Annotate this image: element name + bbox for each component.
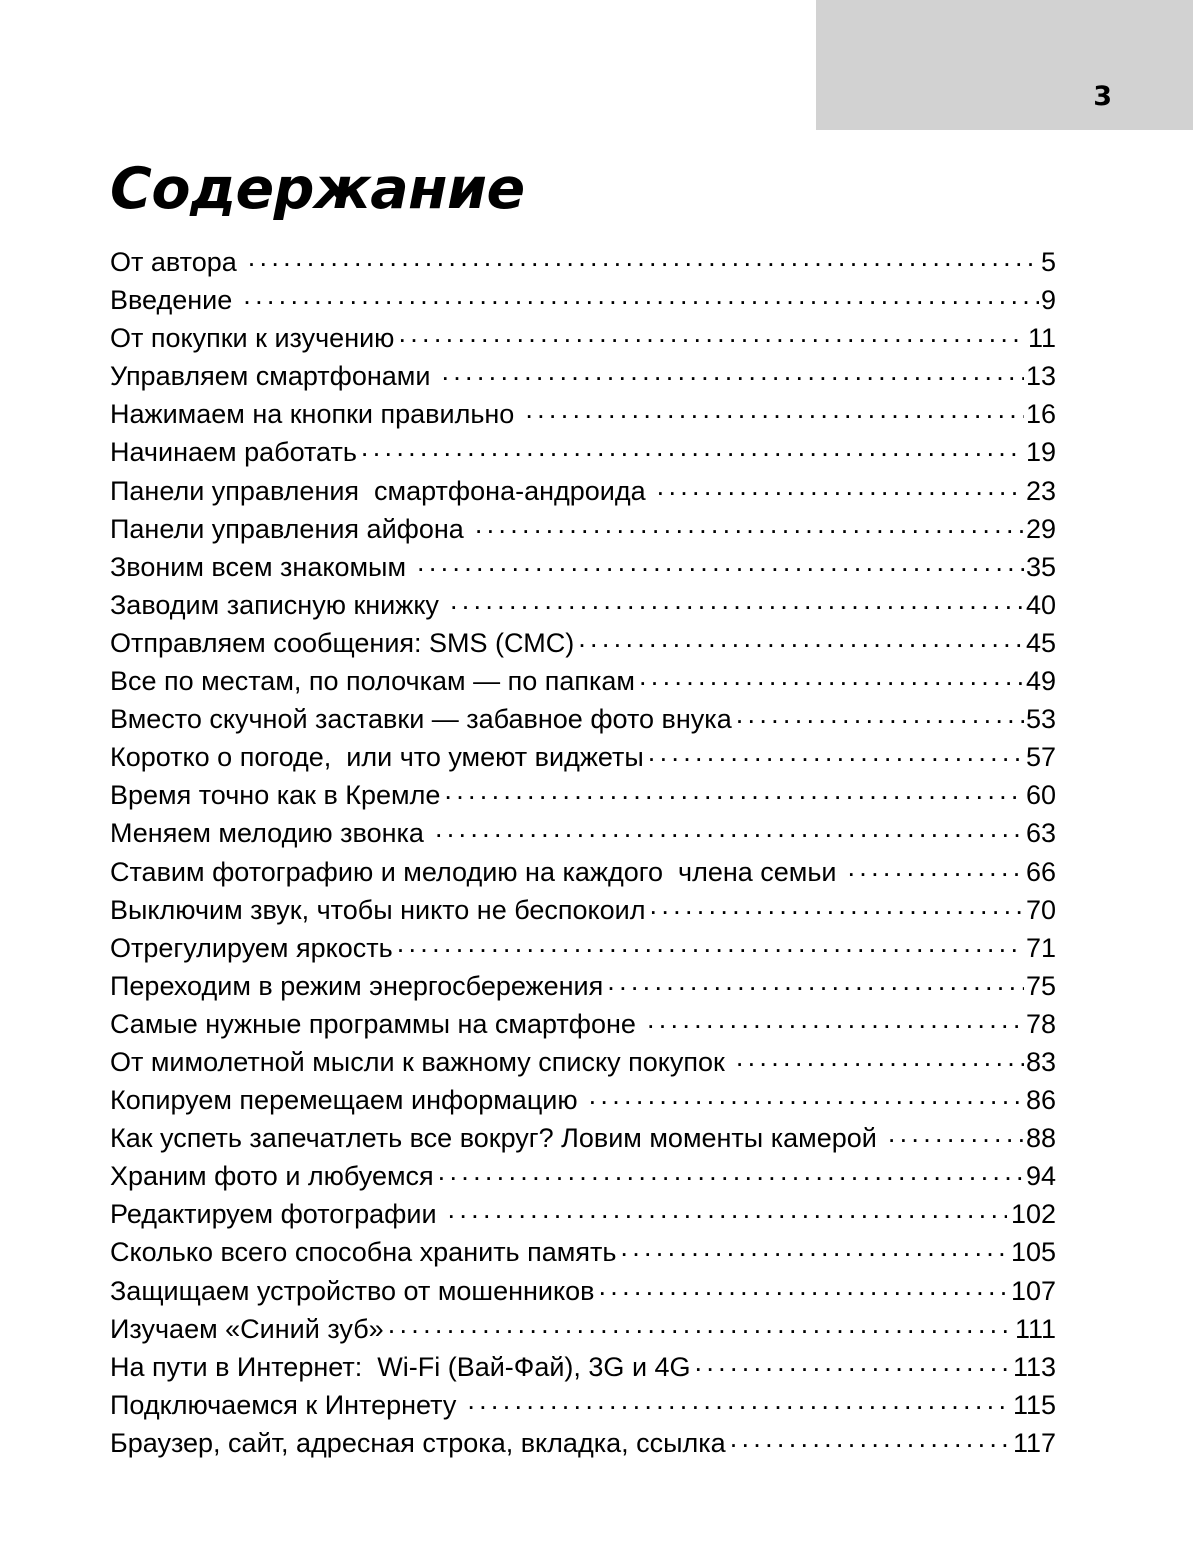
toc-dot-leader (650, 892, 1024, 919)
toc-entry-label: Начинаем работать (110, 437, 357, 468)
toc-dot-leader (450, 587, 1024, 614)
toc-entry[interactable] (110, 1348, 1056, 1386)
toc-entry[interactable] (110, 281, 1056, 319)
toc-entry-page-number: 5 (1040, 247, 1056, 277)
toc-entry-label: Звоним всем знакомым (110, 551, 407, 582)
toc-entry[interactable] (110, 1233, 1056, 1271)
toc-entry-page-number: 45 (1025, 627, 1056, 658)
toc-entry-label: Заводим записную книжку (110, 589, 439, 620)
toc-entry-page-number: 107 (1010, 1275, 1056, 1306)
toc-entry-label: Редактируем фотографии (110, 1199, 437, 1230)
toc-entry[interactable] (110, 929, 1056, 967)
toc-entry-page-number: 53 (1025, 704, 1056, 735)
toc-dot-leader (397, 930, 1024, 957)
toc-entry-label: Коротко о погоде, или что умеют виджеты (110, 742, 644, 773)
toc-dot-leader (388, 1311, 1007, 1338)
toc-entry-page-number: 16 (1025, 399, 1056, 430)
toc-entry-page-number: 9 (1040, 285, 1056, 316)
toc-dot-leader (444, 777, 1024, 804)
toc-entry[interactable] (110, 700, 1056, 738)
toc-dot-leader (848, 854, 1024, 881)
toc-dot-leader (695, 1349, 1007, 1376)
toc-entry-label: Панели управления смартфона-андроида (110, 475, 646, 506)
toc-entry-page-number: 105 (1010, 1237, 1056, 1268)
toc-entry-page-number: 29 (1025, 513, 1056, 544)
toc-dot-leader (578, 625, 1024, 652)
toc-entry-page-number: 113 (1012, 1351, 1056, 1382)
toc-entry[interactable] (110, 472, 1056, 510)
toc-entry-page-number: 63 (1025, 818, 1056, 849)
toc-entry-label: Управляем смартфонами (110, 361, 431, 392)
toc-entry[interactable] (110, 814, 1056, 852)
toc-entry[interactable] (110, 662, 1056, 700)
toc-entry[interactable] (110, 1195, 1056, 1233)
toc-dot-leader (607, 968, 1024, 995)
toc-dot-leader (361, 434, 1024, 461)
toc-entry-label: Панели управления айфона (110, 513, 464, 544)
toc-entry-label: Время точно как в Кремле (110, 780, 441, 811)
toc-entry-label: Браузер, сайт, адресная строка, вкладка, ссылка (110, 1427, 726, 1458)
toc-entry[interactable] (110, 1119, 1056, 1157)
running-head-band (816, 0, 1193, 130)
toc-entry[interactable] (110, 967, 1056, 1005)
toc-entry-label: Подключаемся к Интернету (110, 1389, 457, 1420)
toc-entry[interactable] (110, 738, 1056, 776)
toc-entry-page-number: 117 (1012, 1427, 1056, 1458)
toc-dot-leader (736, 701, 1024, 728)
toc-entry-label: Копируем перемещаем информацию (110, 1085, 578, 1116)
toc-entry-label: Ставим фотографию и мелодию на каждого члена семьи (110, 856, 837, 887)
toc-entry[interactable] (110, 1081, 1056, 1119)
toc-entry[interactable] (110, 586, 1056, 624)
page-title: Содержание (110, 156, 525, 223)
toc-entry-page-number: 115 (1012, 1389, 1056, 1420)
toc-dot-leader (598, 1273, 1007, 1300)
toc-entry-page-number: 78 (1025, 1008, 1056, 1039)
toc-dot-leader (243, 282, 1039, 309)
toc-entry-label: Вместо скучной заставки — забавное фото внука (110, 704, 732, 735)
toc-entry-label: От покупки к изучению (110, 323, 395, 354)
toc-entry[interactable] (110, 624, 1056, 662)
toc-entry[interactable] (110, 1424, 1056, 1462)
toc-entry-page-number: 13 (1025, 361, 1056, 392)
toc-entry[interactable] (110, 319, 1056, 357)
toc-entry-page-number: 83 (1025, 1046, 1056, 1077)
toc-entry-label: Отрегулируем яркость (110, 932, 393, 963)
toc-entry-page-number: 40 (1025, 589, 1056, 620)
toc-entry[interactable] (110, 243, 1056, 281)
toc-entry-page-number: 19 (1025, 437, 1056, 468)
toc-dot-leader (657, 473, 1024, 500)
toc-entry-label: На пути в Интернет: Wi-Fi (Вай-Фай), 3G и 4G (110, 1351, 691, 1382)
toc-entry-page-number: 86 (1025, 1085, 1056, 1116)
toc-entry-label: От мимолетной мысли к важному списку покупок (110, 1046, 725, 1077)
toc-entry-page-number: 49 (1025, 666, 1056, 697)
toc-entry[interactable] (110, 1043, 1056, 1081)
toc-dot-leader (438, 1158, 1024, 1185)
toc-dot-leader (730, 1425, 1007, 1452)
toc-dot-leader (736, 1044, 1024, 1071)
toc-entry-page-number: 71 (1025, 932, 1056, 963)
toc-entry-label: Все по местам, по полочкам — по папкам (110, 666, 635, 697)
toc-dot-leader (435, 815, 1024, 842)
toc-entry-page-number: 35 (1025, 551, 1056, 582)
toc-entry-label: Меняем мелодию звонка (110, 818, 424, 849)
toc-entry[interactable] (110, 395, 1056, 433)
toc-entry-label: Введение (110, 285, 233, 316)
toc-entry[interactable] (110, 1386, 1056, 1424)
toc-entry[interactable] (110, 1310, 1056, 1348)
toc-entry[interactable] (110, 433, 1056, 471)
toc-entry-page-number: 111 (1014, 1313, 1056, 1344)
toc-entry[interactable] (110, 891, 1056, 929)
toc-dot-leader (648, 739, 1024, 766)
toc-dot-leader (441, 358, 1024, 385)
toc-entry-label: Переходим в режим энергосбережения (110, 970, 604, 1001)
toc-entry[interactable] (110, 510, 1056, 548)
table-of-contents (110, 243, 1056, 1462)
toc-entry-label: Изучаем «Синий зуб» (110, 1313, 384, 1344)
toc-entry-label: Как успеть запечатлеть все вокруг? Ловим моменты камерой (110, 1123, 877, 1154)
toc-entry-page-number: 70 (1025, 894, 1056, 925)
toc-dot-leader (888, 1120, 1024, 1147)
toc-dot-leader (417, 549, 1024, 576)
toc-entry-page-number: 11 (1027, 323, 1056, 354)
toc-entry[interactable] (110, 548, 1056, 586)
toc-entry-page-number: 60 (1025, 780, 1056, 811)
toc-entry-page-number: 57 (1025, 742, 1056, 773)
toc-entry-page-number: 102 (1010, 1199, 1056, 1230)
toc-entry[interactable] (110, 1005, 1056, 1043)
page-number: 3 (1093, 81, 1112, 112)
toc-entry[interactable] (110, 357, 1056, 395)
toc-entry-label: Сколько всего способна хранить память (110, 1237, 617, 1268)
toc-entry-page-number: 88 (1025, 1123, 1056, 1154)
toc-entry[interactable] (110, 853, 1056, 891)
toc-dot-leader (248, 244, 1039, 271)
toc-dot-leader (525, 396, 1024, 423)
toc-dot-leader (398, 320, 1026, 347)
toc-entry-page-number: 23 (1025, 475, 1056, 506)
toc-entry[interactable] (110, 1157, 1056, 1195)
toc-dot-leader (639, 663, 1024, 690)
toc-dot-leader (647, 1006, 1024, 1033)
toc-entry-label: Выключим звук, чтобы никто не беспокоил (110, 894, 646, 925)
toc-entry-label: Храним фото и любуемся (110, 1161, 434, 1192)
toc-dot-leader (589, 1082, 1024, 1109)
toc-entry-label: От автора (110, 247, 237, 277)
toc-entry-label: Самые нужные программы на смартфоне (110, 1008, 636, 1039)
toc-entry-label: Нажимаем на кнопки правильно (110, 399, 515, 430)
toc-entry[interactable] (110, 1272, 1056, 1310)
toc-entry-label: Отправляем сообщения: SMS (СМС) (110, 627, 575, 658)
toc-dot-leader (475, 511, 1024, 538)
toc-dot-leader (448, 1196, 1007, 1223)
toc-dot-leader (467, 1387, 1007, 1414)
toc-entry-page-number: 75 (1025, 970, 1056, 1001)
toc-entry-page-number: 94 (1025, 1161, 1056, 1192)
toc-entry[interactable] (110, 776, 1056, 814)
toc-entry-label: Защищаем устройство от мошенников (110, 1275, 595, 1306)
toc-entry-page-number: 66 (1025, 856, 1056, 887)
toc-dot-leader (620, 1234, 1007, 1261)
